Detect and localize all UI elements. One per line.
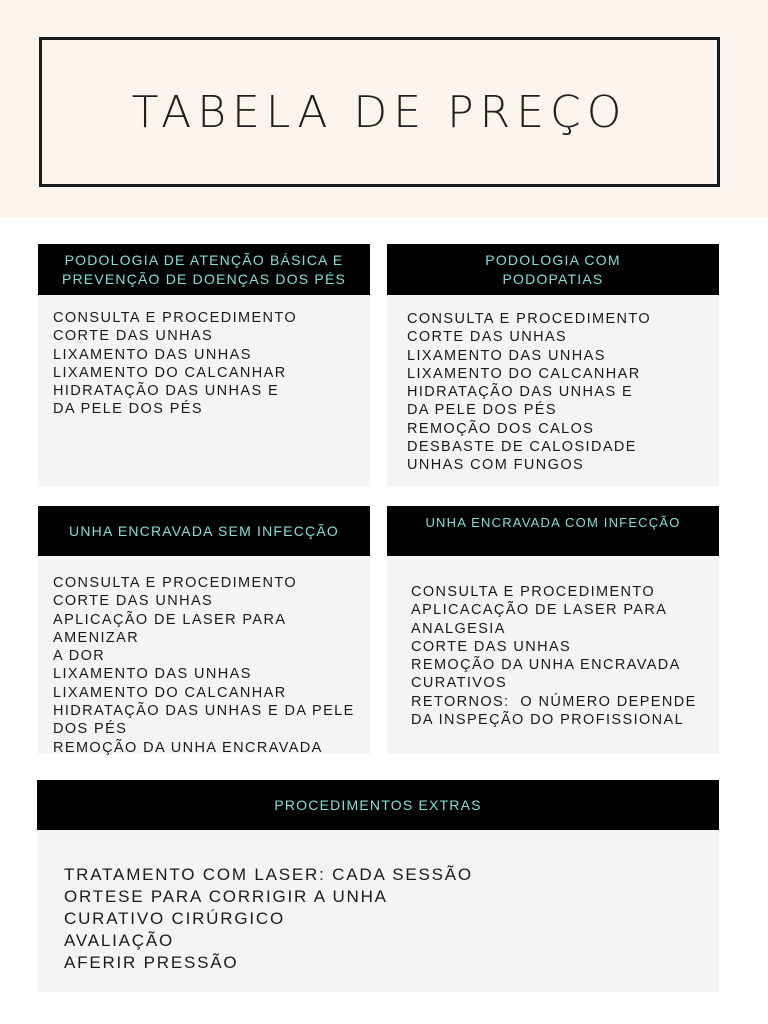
list-item: LIXAMENTO DO CALCANHAR [53, 364, 287, 381]
list-item: RETORNOS: O NÚMERO DEPENDE [411, 693, 697, 710]
list-item: LIXAMENTO DAS UNHAS [53, 666, 252, 683]
list-item: HIDRATAÇÃO DAS UNHAS E DA PELE [53, 703, 355, 720]
list-item: CURATIVOS [411, 675, 508, 692]
card-item-list [53, 309, 297, 419]
card-heading: PODOLOGIA COM PODOPATIAS [387, 244, 719, 295]
list-item: TRATAMENTO COM LASER: CADA SESSÃO [64, 865, 473, 884]
card-extra-procedures [37, 780, 719, 992]
card-heading: PODOLOGIA DE ATENÇÃO BÁSICA E PREVENÇÃO DE DOENÇAS DOS PÉS [38, 244, 370, 295]
list-item: CORTE DAS UNHAS [407, 329, 568, 346]
list-item: AFERIR PRESSÃO [64, 953, 239, 972]
list-item: AVALIAÇÃO [64, 931, 175, 950]
card-basic-care [38, 244, 370, 486]
card-heading: UNHA ENCRAVADA SEM INFECÇÃO [38, 506, 370, 556]
card-heading: PROCEDIMENTOS EXTRAS [37, 780, 719, 830]
list-item: LIXAMENTO DO CALCANHAR [407, 365, 641, 382]
list-item: REMOÇÃO DOS CALOS [407, 420, 595, 437]
list-item: DA INSPEÇÃO DO PROFISSIONAL [411, 712, 685, 729]
list-item: DOS PÉS [53, 721, 128, 738]
list-item: CORTE DAS UNHAS [53, 328, 214, 345]
list-item: REMOÇÃO DA UNHA ENCRAVADA [411, 657, 681, 674]
list-item: APLICAÇÃO DE LASER PARA AMENIZAR [53, 611, 291, 646]
list-item: DA PELE DOS PÉS [53, 401, 203, 418]
list-item: CONSULTA E PROCEDIMENTO [407, 311, 652, 327]
page-title: TABELA DE PREÇO [131, 86, 628, 138]
card-item-list [53, 574, 370, 757]
list-item: CONSULTA E PROCEDIMENTO [411, 584, 656, 600]
list-item: UNHAS COM FUNGOS [407, 457, 585, 474]
list-item: ANALGESIA [411, 620, 506, 637]
list-item: REMOÇÃO DA UNHA ENCRAVADA [53, 739, 323, 756]
list-item: APLICACAÇÃO DE LASER PARA [411, 602, 668, 619]
list-item: DESBASTE DE CALOSIDADE [407, 439, 637, 456]
list-item: CONSULTA E PROCEDIMENTO [53, 575, 298, 591]
list-item: A DOR [53, 648, 106, 665]
list-item: LIXAMENTO DAS UNHAS [53, 346, 252, 363]
card-heading: UNHA ENCRAVADA COM INFECÇÃO [387, 506, 719, 556]
list-item: CORTE DAS UNHAS [53, 593, 214, 610]
card-item-list [407, 310, 651, 475]
list-item: LIXAMENTO DAS UNHAS [407, 347, 606, 364]
list-item: ORTESE PARA CORRIGIR A UNHA [64, 887, 388, 906]
list-item: DA PELE DOS PÉS [407, 402, 557, 419]
title-box [39, 37, 720, 187]
card-podopathies [387, 244, 719, 486]
card-ingrown-with-infection [387, 506, 719, 754]
list-item: HIDRATAÇÃO DAS UNHAS E [53, 383, 280, 400]
list-item: HIDRATAÇÃO DAS UNHAS E [407, 384, 634, 401]
card-ingrown-no-infection [38, 506, 370, 754]
list-item: CURATIVO CIRÚRGICO [64, 909, 285, 928]
list-item: CORTE DAS UNHAS [411, 638, 572, 655]
list-item: LIXAMENTO DO CALCANHAR [53, 684, 287, 701]
card-item-list [411, 583, 697, 729]
extras-item-list [64, 864, 473, 974]
list-item: CONSULTA E PROCEDIMENTO [53, 310, 298, 326]
